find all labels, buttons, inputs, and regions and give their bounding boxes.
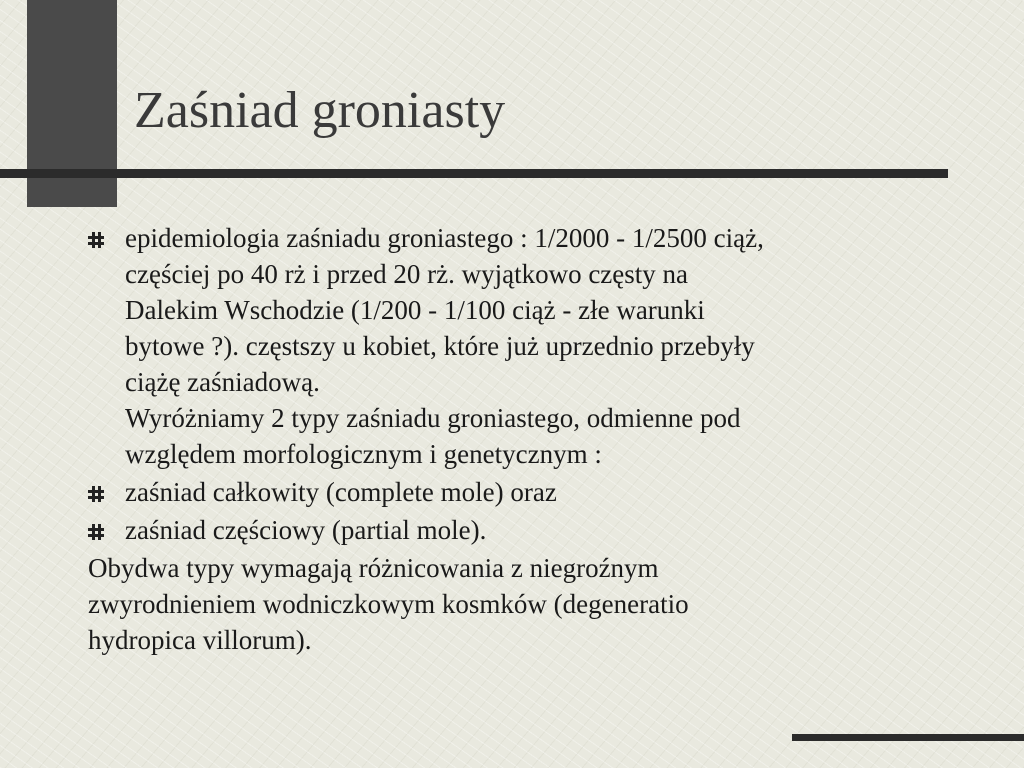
bullet-item-complete-mole	[88, 474, 948, 510]
bullet-item-epidemiology	[88, 220, 948, 472]
closing-paragraph	[88, 550, 948, 658]
hash-bullet-icon	[88, 486, 104, 502]
title-divider	[0, 169, 948, 178]
paragraph-line: zwyrodnieniem wodniczkowym kosmków (degeneratio	[88, 589, 689, 619]
bullet-text-line: Wyróżniamy 2 typy zaśniadu groniastego, odmienne pod	[125, 403, 741, 433]
slide-content	[88, 220, 948, 658]
slide-title: Zaśniad groniasty	[134, 82, 506, 139]
bottom-divider	[792, 734, 1024, 741]
bullet-text-line: częściej po 40 rż i przed 20 rż. wyjątkowo częsty na	[125, 259, 689, 289]
bullet-text-line: względem morfologicznym i genetycznym :	[125, 439, 602, 469]
paragraph-line: hydropica villorum).	[88, 625, 312, 655]
bullet-item-partial-mole	[88, 512, 948, 548]
paragraph-line: Obydwa typy wymagają różnicowania z niegroźnym	[88, 553, 659, 583]
hash-bullet-icon	[88, 524, 104, 540]
bullet-text-line: Dalekim Wschodzie (1/200 - 1/100 ciąż - złe warunki	[125, 295, 705, 325]
bullet-text-line: zaśniad częściowy (partial mole).	[125, 515, 487, 545]
bullet-text-line: ciążę zaśniadową.	[125, 367, 320, 397]
bullet-text-line: zaśniad całkowity (complete mole) oraz	[125, 477, 557, 507]
bullet-text-line: epidemiologia zaśniadu groniastego : 1/2000 - 1/2500 ciąż,	[125, 223, 764, 253]
hash-bullet-icon	[88, 232, 104, 248]
bullet-text-line: bytowe ?). częstszy u kobiet, które już uprzednio przebyły	[125, 331, 755, 361]
